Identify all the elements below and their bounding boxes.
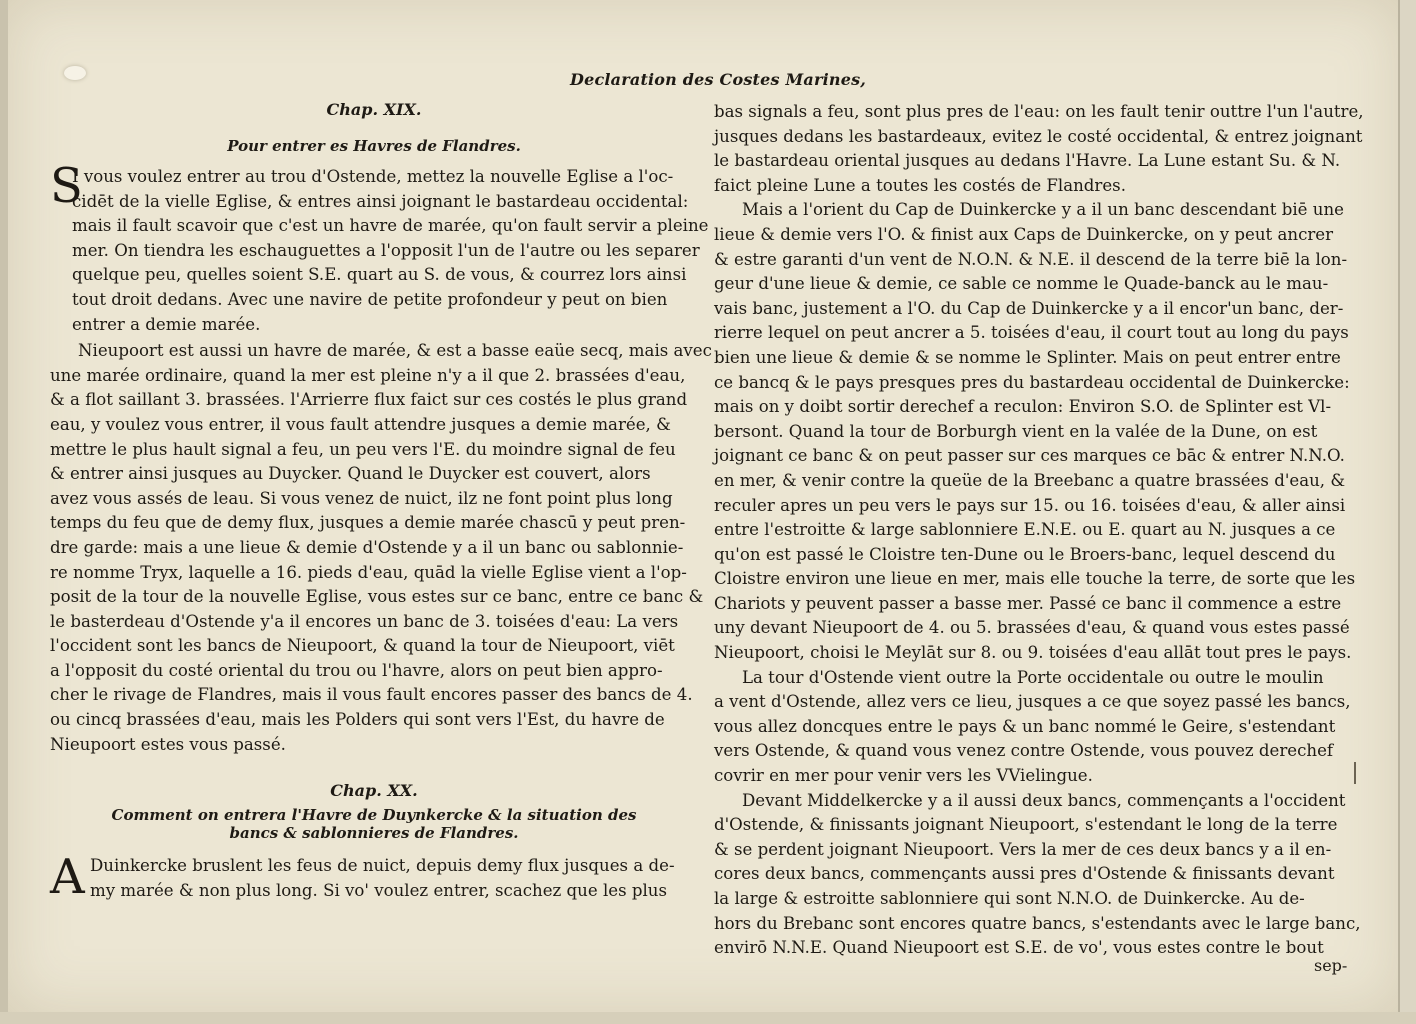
running-head: Declaration des Costes Marines, bbox=[570, 70, 867, 89]
text-line: le bastardeau oriental jusques au dedans l'Havre. La Lune estant Su. & N. bbox=[714, 151, 1341, 171]
text-line: entre l'estroitte & large sablonniere E.N.E. ou E. quart au N. jusques a ce bbox=[714, 520, 1336, 540]
text-line: l'occident sont les bancs de Nieupoort, & quand la tour de Nieupoort, viēt bbox=[50, 636, 675, 656]
paragraph-1 bbox=[50, 158, 709, 337]
text-line: ce bancq & le pays presques pres du bastardeau occidental de Duinkercke: bbox=[714, 372, 1350, 392]
text-line: Duinkercke bruslent les feus de nuict, depuis demy flux jusques a de- bbox=[90, 856, 675, 876]
chapter-20-title: Chap. XX. bbox=[330, 781, 418, 801]
chapter-20-subtitle-line: Comment on entrera l'Havre de Duynkercke & la situation des bbox=[111, 806, 637, 825]
text-line: Cloistre environ une lieue en mer, mais elle touche la terre, de sorte que les bbox=[714, 569, 1356, 589]
text-line: reculer apres un peu vers le pays sur 15. ou 16. toisées d'eau, & aller ainsi bbox=[714, 495, 1346, 515]
drop-cap-s: S bbox=[50, 158, 83, 214]
text-line: cidēt de la vielle Eglise, & entres ainsi joignant le bastardeau occidental: bbox=[72, 191, 689, 211]
text-line: posit de la tour de la nouvelle Eglise, vous estes sur ce banc, entre ce banc & bbox=[50, 587, 704, 607]
text-line: qu'on est passé le Cloistre ten-Dune ou le Broers-banc, lequel descend du bbox=[714, 544, 1336, 564]
text-line: une marée ordinaire, quand la mer est pleine n'y a il que 2. brassées d'eau, bbox=[50, 365, 686, 385]
text-line: & entrer ainsi jusques au Duycker. Quand le Duycker est couvert, alors bbox=[50, 464, 651, 484]
text-line: La tour d'Ostende vient outre la Porte occidentale ou outre le moulin bbox=[742, 667, 1324, 687]
text-line: Nieupoort, choisi le Meylāt sur 8. ou 9. toisées d'eau allāt tout pres le pays. bbox=[714, 643, 1352, 663]
margin-mark bbox=[1354, 762, 1356, 784]
chapter-19-title: Chap. XIX. bbox=[326, 100, 422, 119]
paragraph-a bbox=[714, 100, 1364, 198]
text-line: envirō N.N.E. Quand Nieupoort est S.E. de vo', vous estes contre le bout bbox=[714, 938, 1324, 958]
text-line: mais il fault scavoir que c'est un havre de marée, qu'on fault servir a pleine bbox=[72, 216, 709, 236]
chapter-19-subtitle: Pour entrer es Havres de Flandres. bbox=[227, 137, 521, 155]
text-line: covrir en mer pour venir vers les VVielingue. bbox=[714, 766, 1093, 786]
text-line: Nieupoort estes vous passé. bbox=[50, 734, 286, 754]
text-line: le basterdeau d'Ostende y'a il encores un banc de 3. toisées d'eau: La vers bbox=[50, 611, 679, 631]
text-line: & a flot saillant 3. brassées. l'Arrierre flux faict sur ces costés le plus grand bbox=[50, 390, 688, 410]
text-line: rierre lequel on peut ancrer a 5. toisées d'eau, il court tout au long du pays bbox=[714, 323, 1349, 343]
book-page bbox=[8, 0, 1400, 1012]
paragraph-3 bbox=[50, 849, 698, 906]
text-line: cher le rivage de Flandres, mais il vous fault encores passer des bancs de 4. bbox=[50, 685, 693, 705]
page-bottom-edge bbox=[0, 1012, 1416, 1024]
text-line: en mer, & venir contre la queüe de la Breebanc a quatre brassées d'eau, & bbox=[714, 470, 1346, 490]
text-line: temps du feu que de demy flux, jusques a demie marée chascū y peut pren- bbox=[50, 513, 686, 533]
text-line: entrer a demie marée. bbox=[72, 314, 261, 334]
paragraph-3-lines bbox=[50, 849, 698, 906]
text-line: & se perdent joignant Nieupoort. Vers la mer de ces deux bancs y a il en- bbox=[714, 839, 1332, 859]
paragraph-2 bbox=[50, 339, 712, 757]
text-line: mais on y doibt sortir derechef a reculon: Environ S.O. de Splinter est Vl- bbox=[714, 397, 1332, 417]
paragraph-c bbox=[714, 666, 1358, 789]
chapter-20-subtitle bbox=[50, 806, 698, 842]
text-line: bien une lieue & demie & se nomme le Splinter. Mais on peut entrer entre bbox=[714, 347, 1341, 367]
text-line: lieue & demie vers l'O. & finist aux Caps de Duinkercke, on y peut ancrer bbox=[714, 224, 1334, 244]
text-line: Devant Middelkercke y a il aussi deux bancs, commençants a l'occident bbox=[742, 790, 1346, 810]
text-line: tout droit dedans. Avec une navire de petite profondeur y peut on bien bbox=[72, 289, 668, 309]
text-line: Mais a l'orient du Cap de Duinkercke y a il un banc descendant biē une bbox=[742, 200, 1344, 220]
text-line: mettre le plus hault signal a feu, un peu vers l'E. du moindre signal de feu bbox=[50, 439, 676, 459]
text-line: vous allez doncques entre le pays & un banc nommé le Geire, s'estendant bbox=[714, 716, 1336, 736]
text-line: my marée & non plus long. Si vo' voulez entrer, scachez que les plus bbox=[90, 880, 668, 900]
text-line: geur d'une lieue & demie, ce sable ce nomme le Quade-banck au le mau- bbox=[714, 274, 1329, 294]
text-line: dre garde: mais a une lieue & demie d'Ostende y a il un banc ou sablonnie- bbox=[50, 537, 684, 557]
text-line: cores deux bancs, commençants aussi pres d'Ostende & finissants devant bbox=[714, 864, 1335, 884]
text-line: la large & estroitte sablonniere qui sont N.N.O. de Duinkercke. Au de- bbox=[714, 889, 1305, 908]
text-line: bas signals a feu, sont plus pres de l'eau: on les fault tenir outtre l'un l'autre, bbox=[714, 102, 1364, 121]
text-line: re nomme Tryx, laquelle a 16. pieds d'eau, quād la vielle Eglise vient a l'op- bbox=[50, 562, 687, 582]
right-column bbox=[714, 100, 1364, 961]
text-line: Nieupoort est aussi un havre de marée, & est a basse eaüe secq, mais avec bbox=[78, 341, 712, 361]
text-line: a l'opposit du costé oriental du trou ou l'havre, alors on peut bien appro- bbox=[50, 660, 663, 680]
paragraph-d bbox=[714, 789, 1361, 961]
text-line: avez vous assés de leau. Si vous venez de nuict, ilz ne font point plus long bbox=[50, 488, 673, 508]
text-line: eau, y voulez vous entrer, il vous fault attendre jusques a demie marée, & bbox=[50, 414, 671, 434]
text-line: Chariots y peuvent passer a basse mer. Passé ce banc il commence a estre bbox=[714, 593, 1342, 613]
text-line: faict pleine Lune a toutes les costés de Flandres. bbox=[714, 175, 1126, 195]
text-line: ou cincq brassées d'eau, mais les Polders qui sont vers l'Est, du havre de bbox=[50, 710, 665, 730]
text-line: jusques dedans les bastardeaux, evitez le costé occidental, & entrez joignant bbox=[714, 126, 1363, 146]
drop-cap-a: A bbox=[50, 849, 85, 906]
text-line: I vous voulez entrer au trou d'Ostende, mettez la nouvelle Eglise a l'oc- bbox=[72, 167, 674, 186]
next-page-edge bbox=[1398, 0, 1416, 1024]
text-line: quelque peu, quelles soient S.E. quart au S. de vous, & courrez lors ainsi bbox=[72, 265, 687, 285]
text-line: vers Ostende, & quand vous venez contre Ostende, vous pouvez derechef bbox=[714, 741, 1334, 761]
paragraph-b bbox=[714, 198, 1358, 665]
text-line: bersont. Quand la tour de Borburgh vient en la valée de la Dune, on est bbox=[714, 421, 1318, 441]
text-line: & estre garanti d'un vent de N.O.N. & N.E. il descend de la terre biē la lon- bbox=[714, 249, 1348, 269]
text-line: uny devant Nieupoort de 4. ou 5. brassées d'eau, & quand vous estes passé bbox=[714, 618, 1350, 638]
text-line: hors du Brebanc sont encores quatre bancs, s'estendants avec le large banc, bbox=[714, 913, 1361, 933]
text-line: d'Ostende, & finissants joignant Nieupoort, s'estendant le long de la terre bbox=[714, 815, 1338, 835]
left-column bbox=[50, 100, 712, 906]
text-line: a vent d'Ostende, allez vers ce lieu, jusques a ce que soyez passé les bancs, bbox=[714, 692, 1351, 712]
catchword: sep- bbox=[1314, 956, 1348, 975]
paragraph-1-lines bbox=[50, 165, 709, 337]
chapter-20-subtitle-line: bancs & sablonnieres de Flandres. bbox=[229, 824, 519, 843]
paper-blot bbox=[64, 66, 86, 80]
text-line: mer. On tiendra les eschauguettes a l'opposit l'un de l'autre ou les separer bbox=[72, 240, 700, 260]
text-line: joignant ce banc & on peut passer sur ces marques ce bāc & entrer N.N.O. bbox=[714, 446, 1345, 466]
text-line: vais banc, justement a l'O. du Cap de Duinkercke y a il encor'un banc, der- bbox=[714, 298, 1344, 318]
